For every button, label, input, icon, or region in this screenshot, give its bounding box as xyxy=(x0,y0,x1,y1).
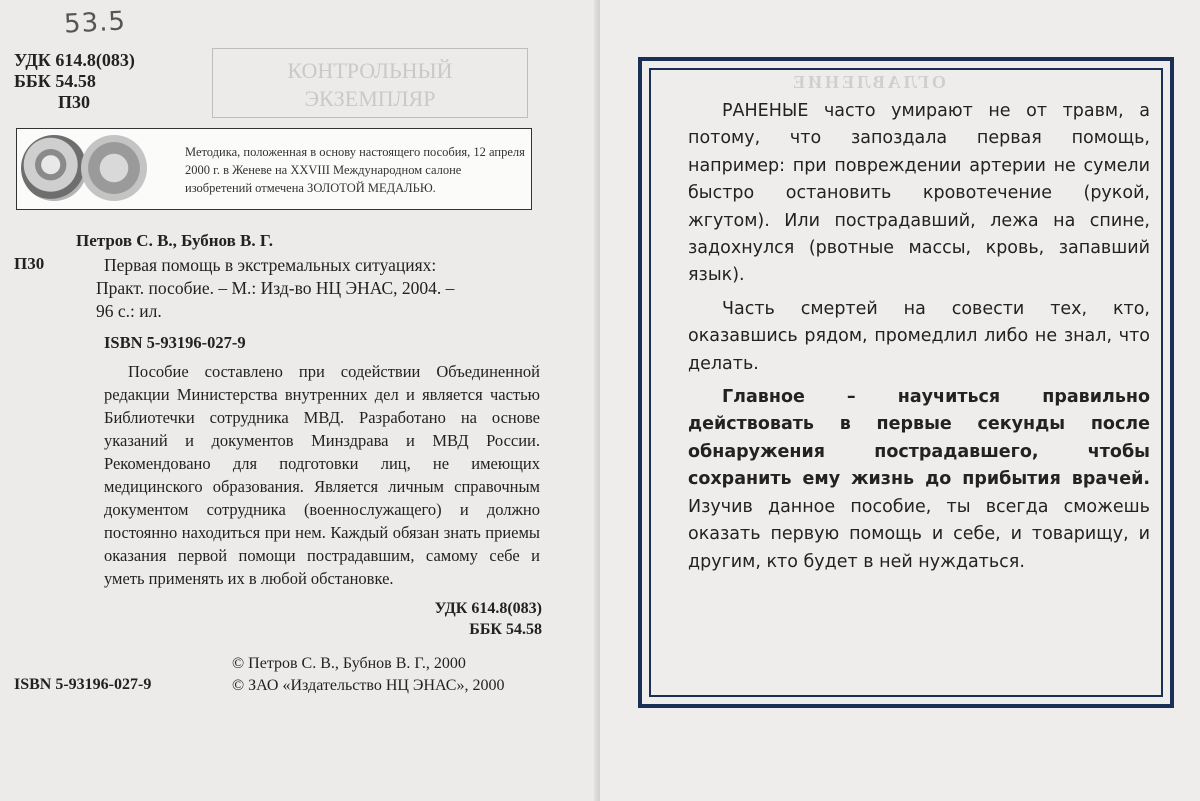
handwritten-note: 53.5 xyxy=(63,6,127,40)
copyright-block xyxy=(232,653,504,697)
author-mark: П30 xyxy=(58,92,91,112)
paragraph-3-rest: Изучив данное пособие, ты всегда сможешь оказать первую помощь и себе, и товарищу, и другим, кто будет в ней нуждаться. xyxy=(688,496,1150,572)
gold-medal-icon xyxy=(21,135,87,201)
title-line-3: 96 с.: ил. xyxy=(96,301,162,321)
title-line-2: Практ. пособие. – М.: Изд-во НЦ ЭНАС, 2004. – xyxy=(96,278,455,298)
copyright-publisher: © ЗАО «Издательство НЦ ЭНАС», 2000 xyxy=(232,677,505,694)
udk-code-bottom: УДК 614.8(083) xyxy=(434,600,542,617)
classification-codes-bottom xyxy=(430,598,542,640)
paragraph-3 xyxy=(688,384,1150,576)
framed-text xyxy=(688,98,1150,582)
paragraph-2: Часть смертей на совести тех, кто, оказавшись рядом, промедлил либо не знал, что делать. xyxy=(688,298,1150,374)
isbn-top: ISBN 5-93196-027-9 xyxy=(104,333,246,352)
side-code: П30 xyxy=(14,254,45,273)
isbn-bottom: ISBN 5-93196-027-9 xyxy=(14,676,152,693)
bbk-code-bottom: ББК 54.58 xyxy=(469,621,542,638)
annotation: Пособие составлено при содействии Объединенной редакции Министерства внутренних дел и является частью Библиотечки сотрудника МВД. Разработано на основе указаний и документов Минздрава и МВД России. Рекомендовано для подготовки лиц, не имеющих медицинского образования. Является личным справочным документом сотрудника (военнослужащего) и должно постоянно находиться при нем. Каждый обязан знать приемы оказания первой помощи пострадавшим, самому себе и уметь применять их в любой обстановке. xyxy=(104,362,540,588)
title-line-1: Первая помощь в экстремальных ситуациях: xyxy=(104,255,437,275)
show-through-text: ОГЛАВЛЕНИЕ xyxy=(790,72,946,92)
bibliographic-description xyxy=(96,254,544,323)
medal-award-box xyxy=(16,128,532,210)
classification-codes xyxy=(14,50,135,113)
paragraph-1: РАНЕНЫЕ часто умирают не от травм, а потому, что запоздала первая помощь, например: при повреждении артерии не сумели быстро остановить кровотечение (рукой, жгутом). Или пострадавший, лежа на спине, задохнулся (рвотные массы, кровь, запавший язык). xyxy=(688,101,1150,286)
medal-reverse-icon xyxy=(81,135,147,201)
medal-note: Методика, положенная в основу настоящего пособия, 12 апреля 2000 г. в Женеве на XXVIII Международном салоне изобретений отмечена ЗОЛОТОЙ МЕДАЛЬЮ. xyxy=(185,145,525,195)
bbk-code: ББК 54.58 xyxy=(14,71,96,91)
paragraph-3-bold: Главное – научиться правильно действовать в первые секунды после обнаружения пострадавшего, чтобы сохранить ему жизнь до прибытия врачей. xyxy=(688,387,1150,490)
right-page xyxy=(600,0,1200,801)
stamp-line-1: КОНТРОЛЬНЫЙ xyxy=(287,58,453,83)
copyright-authors: © Петров С. В., Бубнов В. Г., 2000 xyxy=(232,655,466,672)
control-copy-stamp xyxy=(212,48,528,118)
udk-code: УДК 614.8(083) xyxy=(14,50,135,70)
authors: Петров С. В., Бубнов В. Г. xyxy=(76,231,274,250)
stamp-line-2: ЭКЗЕМПЛЯР xyxy=(304,86,436,111)
